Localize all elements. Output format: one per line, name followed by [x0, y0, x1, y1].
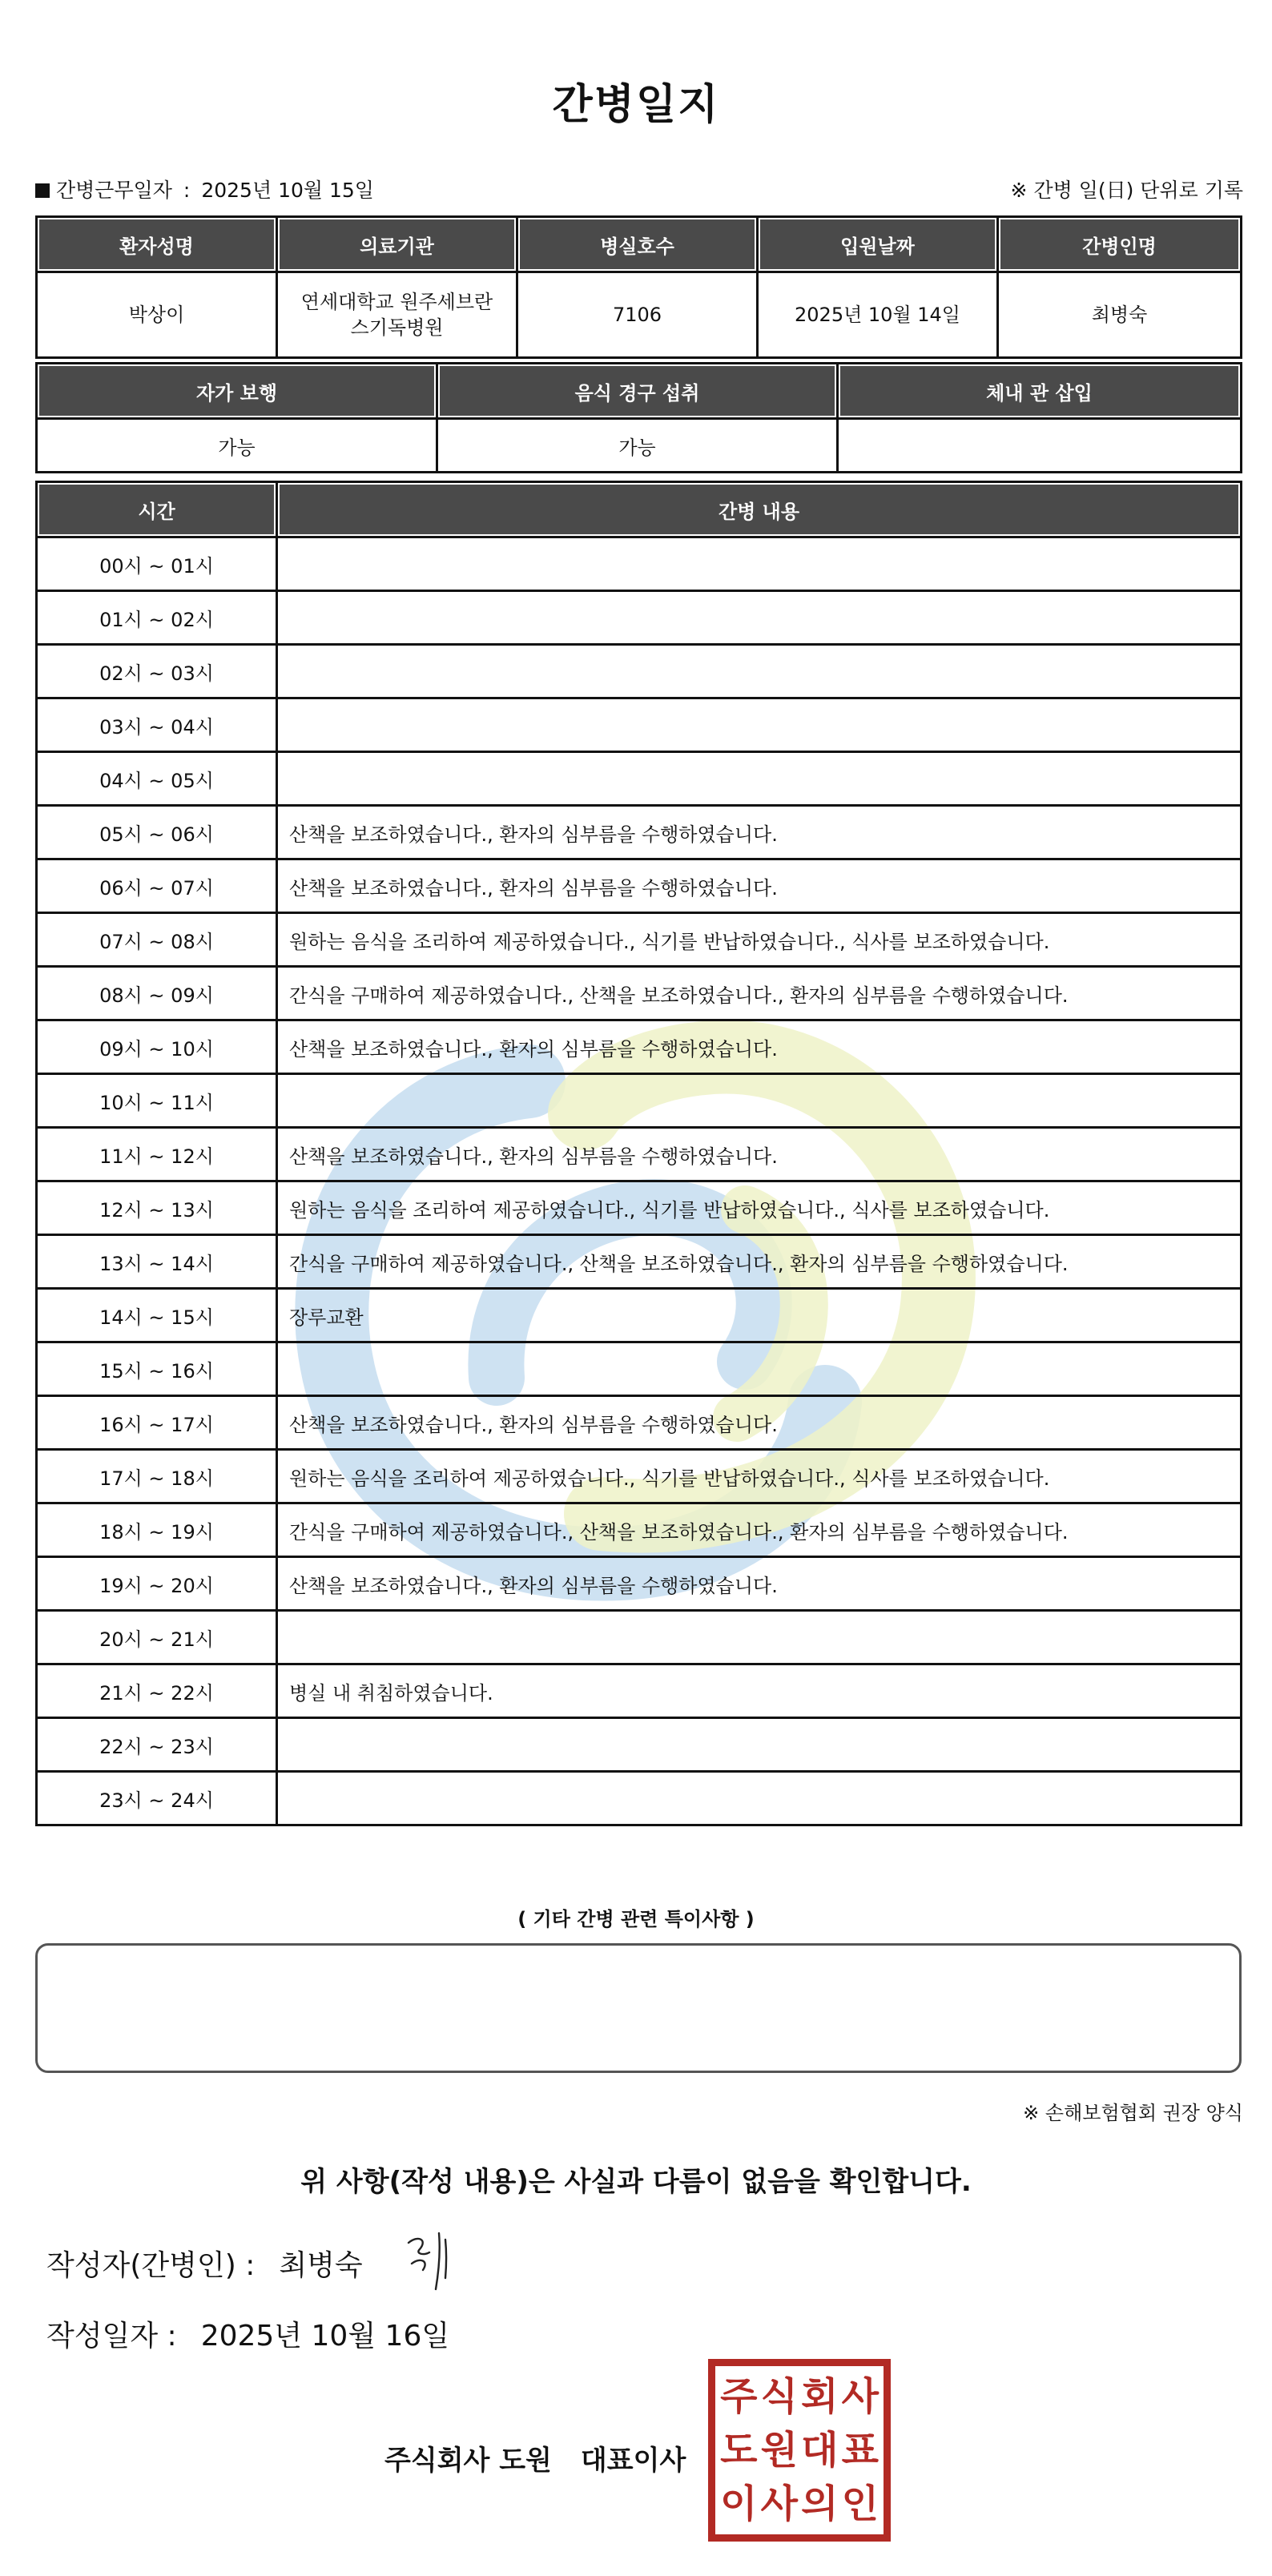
- table-row: [37, 1020, 1242, 1074]
- time-cell: 20시 ~ 21시: [37, 1611, 277, 1664]
- admission-date: 2025년 10월 14일: [758, 272, 998, 358]
- care-content-cell: 병실 내 취침하였습니다.: [277, 1664, 1242, 1718]
- care-content-cell: [277, 591, 1242, 645]
- seal-character: 주: [720, 2373, 758, 2419]
- written-date-value: 2025년 10월 16일: [200, 2320, 450, 2353]
- hospital: [277, 272, 517, 358]
- time-cell: 02시 ~ 03시: [37, 645, 277, 698]
- hospital-line-2: 스기독병원: [350, 316, 444, 339]
- table-row: [37, 1557, 1242, 1611]
- company-seal-stamp: [708, 2359, 891, 2542]
- time-cell: 17시 ~ 18시: [37, 1450, 277, 1503]
- work-date-line: [35, 175, 374, 203]
- table-row: [37, 752, 1242, 806]
- care-content-cell: 산책을 보조하였습니다., 환자의 심부름을 수행하였습니다.: [277, 1557, 1242, 1611]
- document-title: 간병일지: [552, 81, 720, 129]
- header-tube: 체내 관 삽입: [838, 364, 1242, 419]
- unit-note: ※ 간병 일(日) 단위로 기록: [1010, 179, 1243, 202]
- time-cell: 16시 ~ 17시: [37, 1396, 277, 1450]
- care-content-cell: 산책을 보조하였습니다., 환자의 심부름을 수행하였습니다.: [277, 859, 1242, 913]
- seal-character: 의: [801, 2481, 839, 2527]
- time-cell: 23시 ~ 24시: [37, 1772, 277, 1825]
- time-cell: 21시 ~ 22시: [37, 1664, 277, 1718]
- time-cell: 11시 ~ 12시: [37, 1128, 277, 1181]
- room-number: 7106: [517, 272, 758, 358]
- seal-character: 인: [841, 2481, 879, 2527]
- time-cell: 07시 ~ 08시: [37, 913, 277, 967]
- table-row: [37, 1181, 1242, 1235]
- time-cell: 18시 ~ 19시: [37, 1503, 277, 1557]
- time-cell: 04시 ~ 05시: [37, 752, 277, 806]
- tube-value: [838, 419, 1242, 473]
- writer-label: 작성자(간병인) :: [46, 2249, 256, 2282]
- seal-character: 사: [760, 2481, 798, 2527]
- time-cell: 15시 ~ 16시: [37, 1342, 277, 1396]
- table-row: [37, 1235, 1242, 1289]
- patient-name: 박상이: [37, 272, 277, 358]
- work-date-value: 2025년 10월 15일: [201, 179, 374, 202]
- care-content-cell: 산책을 보조하였습니다., 환자의 심부름을 수행하였습니다.: [277, 1020, 1242, 1074]
- time-cell: 09시 ~ 10시: [37, 1020, 277, 1074]
- table-row: [37, 645, 1242, 698]
- table-row: [37, 698, 1242, 752]
- patient-info-table: [35, 215, 1242, 359]
- hospital-line-1: 연세대학교 원주세브란: [300, 291, 493, 313]
- care-content-cell: 산책을 보조하였습니다., 환자의 심부름을 수행하였습니다.: [277, 806, 1242, 859]
- writer-row: [46, 2243, 363, 2284]
- care-content-cell: 원하는 음식을 조리하여 제공하였습니다., 식기를 반납하였습니다., 식사를 보조하였습니다.: [277, 913, 1242, 967]
- table-row: [37, 1074, 1242, 1128]
- log-rows: [37, 537, 1242, 1825]
- company-line: [384, 2438, 686, 2477]
- writer-name: 최병숙: [279, 2249, 363, 2282]
- seal-character: 원: [760, 2427, 798, 2473]
- time-cell: 06시 ~ 07시: [37, 859, 277, 913]
- caregiver-name: 최병숙: [998, 272, 1242, 358]
- square-bullet-icon: [35, 183, 50, 198]
- time-cell: 22시 ~ 23시: [37, 1718, 277, 1772]
- time-cell: 19시 ~ 20시: [37, 1557, 277, 1611]
- time-cell: 14시 ~ 15시: [37, 1289, 277, 1342]
- care-content-cell: 산책을 보조하였습니다., 환자의 심부름을 수행하였습니다.: [277, 1396, 1242, 1450]
- care-content-cell: 원하는 음식을 조리하여 제공하였습니다., 식기를 반납하였습니다., 식사를 보조하였습니다.: [277, 1181, 1242, 1235]
- header-time: 시간: [37, 482, 277, 537]
- time-cell: 12시 ~ 13시: [37, 1181, 277, 1235]
- time-cell: 05시 ~ 06시: [37, 806, 277, 859]
- time-cell: 03시 ~ 04시: [37, 698, 277, 752]
- table-row: [37, 1342, 1242, 1396]
- table-row: [37, 1664, 1242, 1718]
- seal-character: 도: [720, 2427, 758, 2473]
- table-row: [37, 1772, 1242, 1825]
- capability-table: [35, 362, 1242, 473]
- time-cell: 10시 ~ 11시: [37, 1074, 277, 1128]
- care-content-cell: 간식을 구매하여 제공하였습니다., 산책을 보조하였습니다., 환자의 심부름을 수행하였습니다.: [277, 1235, 1242, 1289]
- care-content-cell: [277, 1611, 1242, 1664]
- care-content-cell: [277, 752, 1242, 806]
- recommend-note: ※ 손해보험협회 권장 양식: [1023, 2102, 1243, 2124]
- notes-box: [35, 1943, 1242, 2073]
- seal-character: 식: [760, 2373, 798, 2419]
- header-hospital: 의료기관: [277, 217, 517, 272]
- header-oral-intake: 음식 경구 섭취: [437, 364, 838, 419]
- work-date-label: 간병근무일자: [56, 179, 172, 202]
- care-content-cell: 원하는 음식을 조리하여 제공하였습니다., 식기를 반납하였습니다., 식사를 보조하였습니다.: [277, 1450, 1242, 1503]
- seal-character: 회: [801, 2373, 839, 2419]
- hourly-log-table: [35, 481, 1242, 1826]
- care-content-cell: [277, 1074, 1242, 1128]
- care-content-cell: 간식을 구매하여 제공하였습니다., 산책을 보조하였습니다., 환자의 심부름을 수행하였습니다.: [277, 967, 1242, 1020]
- time-cell: 08시 ~ 09시: [37, 967, 277, 1020]
- care-content-cell: [277, 1342, 1242, 1396]
- care-content-cell: 산책을 보조하였습니다., 환자의 심부름을 수행하였습니다.: [277, 1128, 1242, 1181]
- seal-character: 표: [841, 2427, 879, 2473]
- notes-title: ( 기타 간병 관련 특이사항 ): [517, 1908, 755, 1930]
- seal-character: 이: [720, 2481, 758, 2527]
- care-content-cell: [277, 537, 1242, 591]
- table-row: [37, 967, 1242, 1020]
- header-admission-date: 입원날짜: [758, 217, 998, 272]
- table-row: [37, 1128, 1242, 1181]
- time-cell: 00시 ~ 01시: [37, 537, 277, 591]
- oral-intake-value: 가능: [437, 419, 838, 473]
- company-rep: 대표이사: [580, 2445, 686, 2477]
- care-content-cell: [277, 1718, 1242, 1772]
- care-content-cell: 간식을 구매하여 제공하였습니다., 산책을 보조하였습니다., 환자의 심부름을 수행하였습니다.: [277, 1503, 1242, 1557]
- table-row: [37, 1611, 1242, 1664]
- handwritten-signature: [401, 2228, 457, 2292]
- confirmation-statement: 위 사항(작성 내용)은 사실과 다름이 없음을 확인합니다.: [300, 2166, 972, 2198]
- seal-characters: [719, 2369, 880, 2531]
- company-name: 주식회사 도원: [384, 2445, 552, 2477]
- table-row: [37, 1503, 1242, 1557]
- table-row: [37, 859, 1242, 913]
- header-patient-name: 환자성명: [37, 217, 277, 272]
- seal-character: 대: [801, 2427, 839, 2473]
- written-date-label: 작성일자 :: [46, 2320, 177, 2353]
- header-care-content: 간병 내용: [277, 482, 1242, 537]
- table-row: [37, 1289, 1242, 1342]
- table-row: [37, 591, 1242, 645]
- walking-value: 가능: [37, 419, 437, 473]
- table-row: [37, 537, 1242, 591]
- table-row: [37, 806, 1242, 859]
- care-content-cell: [277, 1772, 1242, 1825]
- care-content-cell: [277, 645, 1242, 698]
- time-cell: 01시 ~ 02시: [37, 591, 277, 645]
- work-date-separator: :: [183, 179, 191, 202]
- care-content-cell: 장루교환: [277, 1289, 1242, 1342]
- table-row: [37, 1396, 1242, 1450]
- header-walking: 자가 보행: [37, 364, 437, 419]
- seal-character: 사: [841, 2373, 879, 2419]
- table-row: [37, 1450, 1242, 1503]
- table-row: [37, 913, 1242, 967]
- header-room: 병실호수: [517, 217, 758, 272]
- written-date-row: [46, 2313, 449, 2354]
- care-content-cell: [277, 698, 1242, 752]
- table-row: [37, 1718, 1242, 1772]
- time-cell: 13시 ~ 14시: [37, 1235, 277, 1289]
- header-caregiver: 간병인명: [998, 217, 1242, 272]
